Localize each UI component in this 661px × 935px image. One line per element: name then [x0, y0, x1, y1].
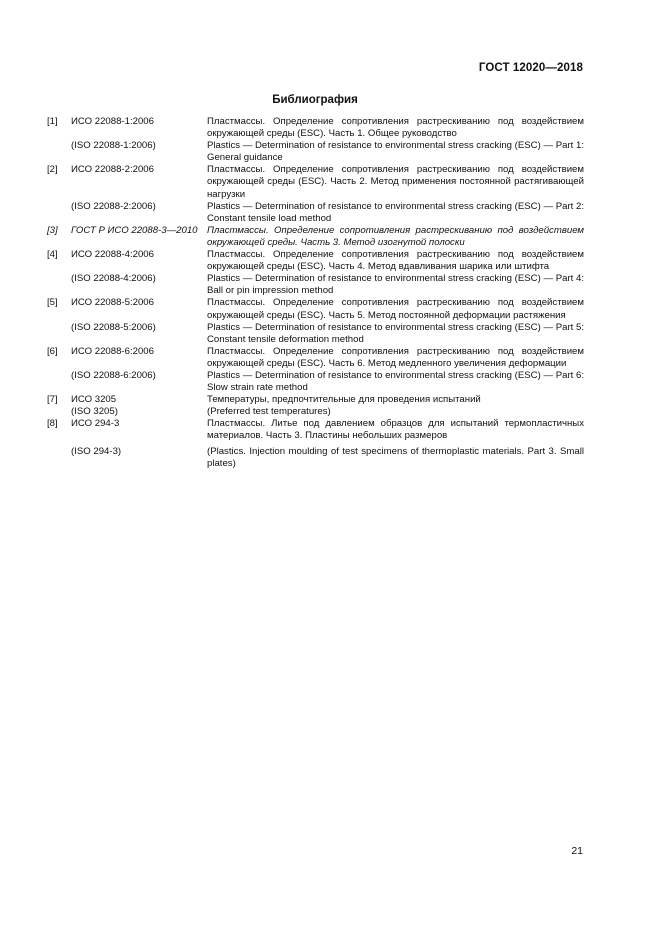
- bibliography-entry: [47, 406, 584, 418]
- bibliography-entry: [47, 297, 584, 321]
- entry-title: Пластмассы. Литье под давлением образцов для испытаний термопластичных материалов. Часть 3. Пластины небольших размеров: [207, 418, 584, 442]
- entry-number: [7]: [47, 394, 58, 406]
- bibliography-entry: [47, 322, 584, 346]
- entry-number: [1]: [47, 116, 58, 127]
- entry-title: Пластмассы. Определение сопротивления растрескиванию под воздействием окружающей среды (ESC). Часть 2. Метод применения постоянной растягивающей нагрузки: [207, 164, 584, 200]
- entry-title: Пластмассы. Определение сопротивления растрескиванию под воздействием окружающей среды (ESC). Часть 6. Метод медленного увеличения деформации: [207, 345, 584, 369]
- bibliography-entry: [47, 346, 584, 370]
- entry-standard-id: ИСО 3205: [71, 394, 117, 406]
- entry-title: Plastics — Determination of resistance to environmental stress cracking (ESC) — Part 4: Ball or pin impression method: [207, 273, 584, 297]
- entry-number: [2]: [47, 164, 58, 176]
- bibliography-entry: [47, 249, 584, 273]
- entry-number: [5]: [47, 297, 58, 309]
- entry-standard-id: ИСО 294-3: [71, 418, 120, 430]
- entry-title: Пластмассы. Определение сопротивления растрескиванию под воздействием окружающей среды (ESC). Часть 4. Метод вдавливания шарика или штифта: [207, 249, 584, 273]
- entry-title: Пластмассы. Определение сопротивления растрескиванию под воздействием окружающей среды (ESC). Часть 5. Метод постоянной деформации растяжения: [207, 297, 584, 321]
- entry-standard-id: ИСО 22088-6:2006: [71, 345, 154, 357]
- entry-standard-id: (ISO 3205): [71, 406, 118, 418]
- entry-title: Plastics — Determination of resistance to environmental stress cracking (ESC) — Part 2: Constant tensile load method: [207, 200, 584, 224]
- entry-standard-id: ГОСТ Р ИСО 22088-3—2010: [71, 224, 198, 236]
- entry-title: Plastics — Determination of resistance to environmental stress cracking (ESC) — Part 6: Slow strain rate method: [207, 369, 584, 394]
- entry-standard-id: (ISO 22088-5:2006): [71, 321, 156, 333]
- page-number: 21: [571, 845, 583, 857]
- entry-standard-id: (ISO 22088-2:2006): [71, 200, 156, 212]
- entry-title: (Plastics. Injection moulding of test specimens of thermoplastic materials. Part 3. Small plates): [207, 445, 584, 469]
- entry-title: Plastics — Determination of resistance to environmental stress cracking (ESC) — Part 5: Constant tensile deformation method: [207, 321, 584, 345]
- bibliography-entry: [47, 201, 584, 225]
- bibliography-list: [47, 116, 584, 470]
- entry-standard-id: (ISO 294-3): [71, 445, 122, 457]
- entry-title: (Preferred test temperatures): [207, 406, 331, 418]
- bibliography-entry: [47, 225, 584, 249]
- entry-number: [3]: [47, 224, 58, 236]
- entry-title: Пластмассы. Определение сопротивления растрескиванию под воздействием окружающей среды (ESC). Часть 1. Общее руководство: [207, 116, 584, 140]
- page-title: Библиография: [272, 94, 358, 106]
- entry-standard-id: ИСО 22088-4:2006: [71, 249, 154, 261]
- bibliography-entry: [47, 370, 584, 394]
- entry-title: Температуры, предпочтительные для проведения испытаний: [207, 394, 481, 406]
- entry-number: [6]: [47, 345, 58, 357]
- bibliography-entry: [47, 418, 584, 442]
- bibliography-entry: [47, 446, 584, 470]
- entry-standard-id: (ISO 22088-6:2006): [71, 369, 156, 381]
- entry-standard-id: ИСО 22088-5:2006: [71, 297, 154, 309]
- bibliography-entry: [47, 394, 584, 406]
- bibliography-entry: [47, 273, 584, 297]
- document-id-header: ГОСТ 12020—2018: [478, 62, 583, 74]
- entry-standard-id: (ISO 22088-4:2006): [71, 273, 156, 285]
- bibliography-entry: [47, 164, 584, 200]
- bibliography-entry: [47, 140, 584, 164]
- bibliography-entry: [47, 116, 584, 140]
- entry-number: [8]: [47, 418, 58, 430]
- entry-title: Plastics — Determination of resistance to environmental stress cracking (ESC) — Part 1: General guidance: [207, 140, 584, 164]
- entry-standard-id: (ISO 22088-1:2006): [71, 140, 156, 152]
- entry-standard-id: ИСО 22088-1:2006: [71, 116, 154, 127]
- entry-number: [4]: [47, 249, 58, 261]
- entry-standard-id: ИСО 22088-2:2006: [71, 164, 154, 176]
- entry-title: Пластмассы. Определение сопротивления растрескиванию под воздействием окружающей среды. Часть 3. Метод изогнутой полоски: [207, 224, 584, 248]
